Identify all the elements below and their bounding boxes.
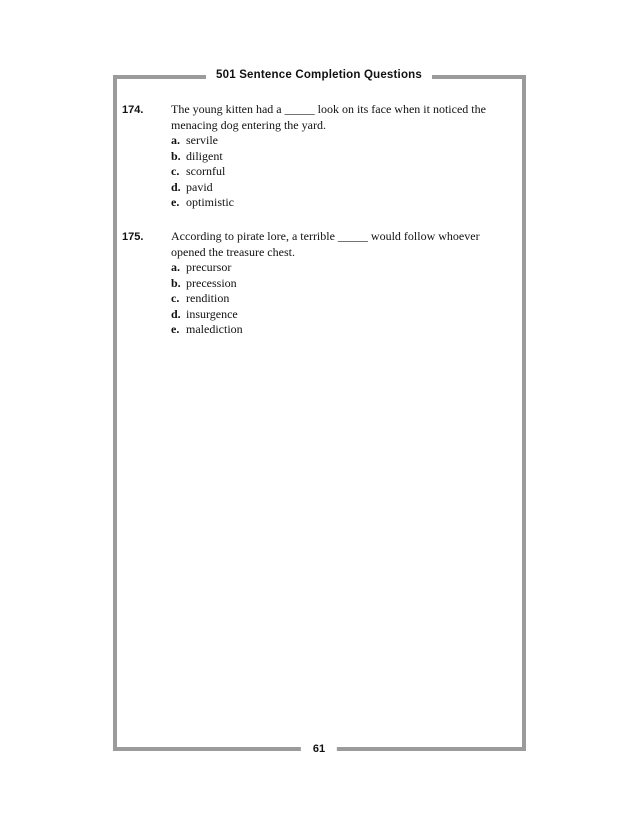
option-letter: b. — [171, 275, 181, 290]
question-175 — [122, 229, 502, 338]
answer-option-c — [171, 291, 502, 307]
option-text: malediction — [186, 322, 243, 336]
question-stem: The young kitten had a _____ look on its face when it noticed the menacing dog entering the yard. — [171, 102, 486, 132]
option-letter: e. — [171, 195, 180, 209]
question-body — [171, 229, 502, 338]
option-letter: e. — [171, 322, 180, 336]
option-text: diligent — [186, 148, 223, 163]
option-text: precession — [186, 275, 237, 290]
question-174 — [122, 102, 502, 211]
option-text: scornful — [186, 164, 226, 178]
answer-option-d — [171, 307, 502, 323]
option-letter: a. — [171, 133, 180, 147]
answer-option-a — [171, 133, 502, 149]
option-letter: c. — [171, 291, 180, 305]
option-letter: d. — [171, 306, 181, 321]
answer-option-c — [171, 164, 502, 180]
option-letter: d. — [171, 179, 181, 194]
answer-option-b — [171, 276, 502, 292]
page-number: 61 — [301, 741, 337, 757]
answer-option-e — [171, 195, 502, 211]
question-body — [171, 102, 502, 211]
answer-option-e — [171, 322, 502, 338]
question-stem: According to pirate lore, a terrible _____ would follow whoever opened the treasure chest. — [171, 229, 480, 259]
answer-option-a — [171, 260, 502, 276]
option-text: servile — [186, 133, 218, 147]
running-header: 501 Sentence Completion Questions — [206, 67, 432, 83]
option-letter: b. — [171, 148, 181, 163]
option-letter: c. — [171, 164, 180, 178]
question-number: 175. — [122, 231, 144, 243]
answer-option-d — [171, 180, 502, 196]
question-number: 174. — [122, 104, 144, 116]
option-text: insurgence — [186, 306, 238, 321]
option-text: rendition — [186, 291, 230, 305]
option-text: precursor — [186, 260, 232, 274]
answer-options — [171, 260, 502, 338]
option-text: optimistic — [186, 195, 234, 209]
answer-option-b — [171, 149, 502, 165]
answer-options — [171, 133, 502, 211]
option-letter: a. — [171, 260, 180, 274]
option-text: pavid — [186, 179, 213, 194]
